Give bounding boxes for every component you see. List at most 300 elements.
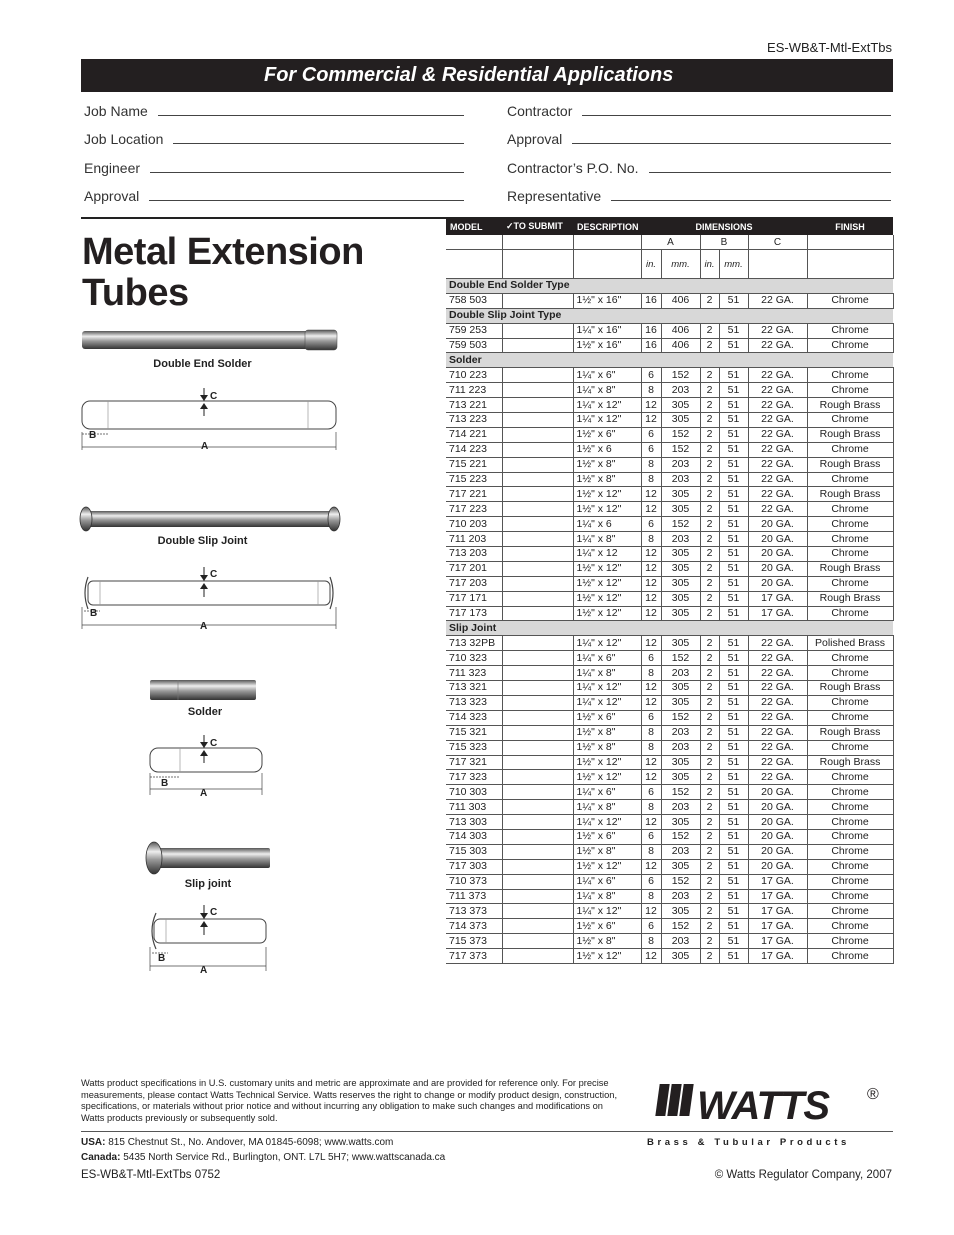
cell-description: 1½" x 12" (573, 576, 641, 591)
cell-model: 758 503 (446, 293, 502, 308)
cell-b-mm: 51 (719, 770, 748, 785)
cell-description: 1¼" x 8" (573, 666, 641, 681)
cell-gauge: 22 GA. (748, 368, 807, 383)
cell-gauge: 22 GA. (748, 710, 807, 725)
cell-a-mm: 305 (661, 487, 700, 502)
cell-model: 717 323 (446, 770, 502, 785)
field-label: Contractor’s P.O. No. (507, 160, 639, 176)
cell-model: 714 373 (446, 919, 502, 934)
submit-checkbox-cell[interactable] (502, 338, 573, 353)
cell-b-in: 2 (700, 710, 719, 725)
cell-a-in: 12 (641, 755, 661, 770)
watts-logo (645, 1080, 890, 1126)
cell-a-in: 8 (641, 740, 661, 755)
cell-a-in: 12 (641, 815, 661, 830)
cell-b-mm: 51 (719, 323, 748, 338)
cell-finish: Chrome (807, 859, 893, 874)
cell-description: 1½" x 6" (573, 829, 641, 844)
cell-model: 717 223 (446, 502, 502, 517)
cell-a-in: 8 (641, 472, 661, 487)
cell-finish: Chrome (807, 532, 893, 547)
cell-gauge: 22 GA. (748, 427, 807, 442)
spec-table (446, 218, 894, 964)
cell-b-mm: 51 (719, 829, 748, 844)
submit-checkbox-cell[interactable] (502, 561, 573, 576)
cell-a-mm: 152 (661, 710, 700, 725)
cell-model: 717 173 (446, 606, 502, 621)
application-banner (81, 59, 893, 92)
cell-finish: Chrome (807, 889, 893, 904)
cell-description: 1¼" x 12" (573, 398, 641, 413)
table-row (446, 576, 893, 591)
cell-description: 1½" x 12" (573, 487, 641, 502)
cell-finish: Rough Brass (807, 591, 893, 606)
field-label: Approval (84, 188, 140, 204)
cell-finish: Rough Brass (807, 561, 893, 576)
submit-checkbox-cell[interactable] (502, 815, 573, 830)
cell-b-in: 2 (700, 561, 719, 576)
cell-a-mm: 305 (661, 904, 700, 919)
cell-gauge: 22 GA. (748, 666, 807, 681)
cell-description: 1¼" x 12 (573, 547, 641, 562)
cell-b-mm: 51 (719, 666, 748, 681)
field-contractor[interactable] (507, 103, 891, 119)
cell-a-in: 8 (641, 666, 661, 681)
cell-b-in: 2 (700, 666, 719, 681)
table-row (446, 770, 893, 785)
section-title: Double Slip Joint Type (446, 308, 893, 323)
table-row (446, 815, 893, 830)
cell-finish: Chrome (807, 800, 893, 815)
cell-b-in: 2 (700, 919, 719, 934)
cell-a-mm: 203 (661, 725, 700, 740)
cell-b-mm: 51 (719, 695, 748, 710)
cell-a-in: 8 (641, 725, 661, 740)
cell-b-in: 2 (700, 755, 719, 770)
cell-a-mm: 305 (661, 561, 700, 576)
submit-checkbox-cell[interactable] (502, 413, 573, 428)
cell-gauge: 22 GA. (748, 338, 807, 353)
cell-b-mm: 51 (719, 815, 748, 830)
cell-b-mm: 51 (719, 785, 748, 800)
submit-checkbox-cell[interactable] (502, 859, 573, 874)
cell-finish: Chrome (807, 829, 893, 844)
cell-finish: Chrome (807, 517, 893, 532)
submit-checkbox-cell[interactable] (502, 398, 573, 413)
cell-gauge: 20 GA. (748, 844, 807, 859)
cell-b-in: 2 (700, 636, 719, 651)
cell-model: 713 223 (446, 413, 502, 428)
figure-caption: Double End Solder (153, 358, 252, 370)
field-job-location[interactable] (84, 131, 464, 147)
cell-model: 710 303 (446, 785, 502, 800)
cell-gauge: 22 GA. (748, 472, 807, 487)
table-row (446, 651, 893, 666)
cell-description: 1½" x 8" (573, 740, 641, 755)
submit-checkbox-cell[interactable] (502, 457, 573, 472)
submit-checkbox-cell[interactable] (502, 666, 573, 681)
cell-description: 1¼" x 16" (573, 323, 641, 338)
cell-gauge: 17 GA. (748, 919, 807, 934)
cell-gauge: 20 GA. (748, 829, 807, 844)
submit-checkbox-cell[interactable] (502, 472, 573, 487)
submit-checkbox-cell[interactable] (502, 427, 573, 442)
submit-checkbox-cell[interactable] (502, 606, 573, 621)
cell-model: 714 323 (446, 710, 502, 725)
cell-b-mm: 51 (719, 472, 748, 487)
cell-model: 713 32PB (446, 636, 502, 651)
field-engineer[interactable] (84, 160, 464, 176)
canada-label: Canada: (81, 1152, 121, 1163)
cell-a-in: 8 (641, 889, 661, 904)
cell-description: 1½" x 12" (573, 606, 641, 621)
cell-b-in: 2 (700, 413, 719, 428)
cell-gauge: 22 GA. (748, 740, 807, 755)
cell-b-in: 2 (700, 606, 719, 621)
submit-checkbox-cell[interactable] (502, 368, 573, 383)
table-row (446, 442, 893, 457)
cell-a-in: 6 (641, 785, 661, 800)
submit-checkbox-cell[interactable] (502, 904, 573, 919)
field-line (572, 143, 891, 144)
submit-checkbox-cell[interactable] (502, 740, 573, 755)
table-row (446, 949, 893, 964)
cell-finish: Chrome (807, 576, 893, 591)
cell-a-in: 6 (641, 829, 661, 844)
slip-joint-diagram (146, 903, 272, 975)
double-end-solder-diagram (78, 384, 342, 454)
cell-finish: Chrome (807, 293, 893, 308)
cell-description: 1½" x 16" (573, 293, 641, 308)
cell-b-mm: 51 (719, 636, 748, 651)
cell-a-in: 8 (641, 844, 661, 859)
cell-gauge: 22 GA. (748, 457, 807, 472)
cell-a-mm: 152 (661, 517, 700, 532)
field-label: Contractor (507, 103, 573, 119)
usa-label: USA: (81, 1137, 106, 1148)
submit-checkbox-cell[interactable] (502, 532, 573, 547)
cell-a-in: 16 (641, 338, 661, 353)
cell-a-in: 12 (641, 770, 661, 785)
cell-description: 1¼" x 12" (573, 636, 641, 651)
document-number: ES-WB&T-Mtl-ExtTbs 0752 (81, 1169, 221, 1181)
cell-finish: Chrome (807, 472, 893, 487)
submit-checkbox-cell[interactable] (502, 547, 573, 562)
table-row (446, 457, 893, 472)
cell-a-in: 12 (641, 547, 661, 562)
table-row (446, 398, 893, 413)
submit-checkbox-cell[interactable] (502, 502, 573, 517)
cell-description: 1¼" x 8" (573, 532, 641, 547)
submit-checkbox-cell[interactable] (502, 949, 573, 964)
submit-checkbox-cell[interactable] (502, 710, 573, 725)
cell-description: 1¼" x 6" (573, 368, 641, 383)
table-header-row (446, 218, 893, 235)
cell-b-mm: 51 (719, 934, 748, 949)
cell-a-in: 16 (641, 293, 661, 308)
cell-model: 713 321 (446, 681, 502, 696)
cell-description: 1¼" x 8" (573, 383, 641, 398)
unit-mm: mm. (661, 250, 700, 279)
cell-b-mm: 51 (719, 651, 748, 666)
cell-description: 1½" x 6" (573, 427, 641, 442)
cell-finish: Chrome (807, 413, 893, 428)
cell-a-in: 12 (641, 591, 661, 606)
cell-a-mm: 305 (661, 636, 700, 651)
cell-a-mm: 305 (661, 502, 700, 517)
submit-checkbox-cell[interactable] (502, 934, 573, 949)
field-approval[interactable] (84, 188, 464, 204)
cell-b-mm: 51 (719, 427, 748, 442)
cell-b-mm: 51 (719, 874, 748, 889)
submit-checkbox-cell[interactable] (502, 889, 573, 904)
submit-checkbox-cell[interactable] (502, 844, 573, 859)
cell-model: 710 203 (446, 517, 502, 532)
cell-b-in: 2 (700, 338, 719, 353)
section-title: Slip Joint (446, 621, 893, 636)
submit-checkbox-cell[interactable] (502, 770, 573, 785)
table-row (446, 725, 893, 740)
submit-checkbox-cell[interactable] (502, 517, 573, 532)
cell-a-mm: 152 (661, 829, 700, 844)
dim-a-label: A (200, 621, 208, 632)
submit-checkbox-cell[interactable] (502, 829, 573, 844)
cell-model: 711 373 (446, 889, 502, 904)
cell-b-mm: 51 (719, 383, 748, 398)
cell-description: 1¼" x 12" (573, 413, 641, 428)
field-representative[interactable] (507, 188, 891, 204)
submit-checkbox-cell[interactable] (502, 755, 573, 770)
cell-finish: Rough Brass (807, 725, 893, 740)
table-row (446, 800, 893, 815)
field-line (158, 115, 464, 116)
cell-b-mm: 51 (719, 725, 748, 740)
cell-description: 1¼" x 6 (573, 517, 641, 532)
slip-joint-photo (142, 840, 274, 878)
table-row (446, 710, 893, 725)
table-row (446, 547, 893, 562)
table-row (446, 517, 893, 532)
title-line-1: Metal Extension (82, 231, 364, 273)
cell-b-mm: 51 (719, 919, 748, 934)
cell-a-in: 16 (641, 323, 661, 338)
dim-c-label: C (210, 391, 218, 402)
cell-b-in: 2 (700, 889, 719, 904)
table-section-header (446, 279, 893, 294)
cell-model: 710 223 (446, 368, 502, 383)
table-row (446, 904, 893, 919)
header-submit: ✓TO SUBMIT (502, 218, 573, 235)
submit-checkbox-cell[interactable] (502, 725, 573, 740)
cell-a-mm: 152 (661, 427, 700, 442)
cell-b-mm: 51 (719, 606, 748, 621)
cell-model: 715 221 (446, 457, 502, 472)
cell-b-mm: 51 (719, 681, 748, 696)
cell-gauge: 20 GA. (748, 532, 807, 547)
cell-b-mm: 51 (719, 547, 748, 562)
cell-model: 759 253 (446, 323, 502, 338)
field-line (149, 200, 464, 201)
cell-a-mm: 305 (661, 695, 700, 710)
dim-a-col: A (641, 235, 700, 250)
cell-a-in: 12 (641, 695, 661, 710)
cell-finish: Rough Brass (807, 457, 893, 472)
cell-model: 711 323 (446, 666, 502, 681)
field-line (611, 200, 891, 201)
submit-checkbox-cell[interactable] (502, 442, 573, 457)
cell-gauge: 20 GA. (748, 517, 807, 532)
submit-checkbox-cell[interactable] (502, 651, 573, 666)
cell-a-in: 6 (641, 427, 661, 442)
submit-checkbox-cell[interactable] (502, 874, 573, 889)
table-row (446, 413, 893, 428)
cell-a-mm: 203 (661, 532, 700, 547)
cell-a-mm: 305 (661, 413, 700, 428)
cell-gauge: 22 GA. (748, 695, 807, 710)
submit-checkbox-cell[interactable] (502, 636, 573, 651)
cell-b-mm: 51 (719, 949, 748, 964)
cell-a-mm: 203 (661, 889, 700, 904)
cell-a-mm: 203 (661, 934, 700, 949)
cell-b-in: 2 (700, 785, 719, 800)
field-label: Representative (507, 188, 602, 204)
cell-description: 1½" x 8" (573, 457, 641, 472)
cell-b-in: 2 (700, 368, 719, 383)
cell-a-in: 8 (641, 532, 661, 547)
cell-a-mm: 305 (661, 755, 700, 770)
submit-checkbox-cell[interactable] (502, 323, 573, 338)
cell-finish: Chrome (807, 383, 893, 398)
cell-finish: Polished Brass (807, 636, 893, 651)
table-row (446, 785, 893, 800)
field-contractor-approval[interactable] (507, 131, 891, 147)
cell-finish: Chrome (807, 651, 893, 666)
usa-address-text: 815 Chestnut St., No. Andover, MA 01845-6098; www.watts.com (108, 1137, 394, 1148)
submit-checkbox-cell[interactable] (502, 919, 573, 934)
submit-checkbox-cell[interactable] (502, 576, 573, 591)
cell-a-in: 12 (641, 949, 661, 964)
cell-a-mm: 203 (661, 800, 700, 815)
cell-model: 717 321 (446, 755, 502, 770)
cell-model: 713 373 (446, 904, 502, 919)
cell-a-in: 12 (641, 606, 661, 621)
cell-b-mm: 51 (719, 576, 748, 591)
submit-checkbox-cell[interactable] (502, 681, 573, 696)
table-row (446, 919, 893, 934)
cell-model: 715 321 (446, 725, 502, 740)
cell-model: 710 373 (446, 874, 502, 889)
cell-description: 1¼" x 6" (573, 651, 641, 666)
cell-b-mm: 51 (719, 591, 748, 606)
cell-a-mm: 305 (661, 949, 700, 964)
cell-a-in: 6 (641, 517, 661, 532)
cell-a-mm: 406 (661, 338, 700, 353)
cell-b-mm: 51 (719, 293, 748, 308)
cell-model: 713 203 (446, 547, 502, 562)
cell-a-mm: 203 (661, 740, 700, 755)
cell-gauge: 22 GA. (748, 651, 807, 666)
table-row (446, 472, 893, 487)
cell-a-in: 8 (641, 457, 661, 472)
unit-in: in. (700, 250, 719, 279)
submit-checkbox-cell[interactable] (502, 487, 573, 502)
table-row (446, 591, 893, 606)
cell-description: 1½" x 12" (573, 502, 641, 517)
cell-b-mm: 51 (719, 740, 748, 755)
cell-description: 1½" x 6" (573, 919, 641, 934)
cell-description: 1½" x 12" (573, 949, 641, 964)
table-row (446, 859, 893, 874)
dim-c-label: C (210, 907, 218, 918)
cell-description: 1¼" x 12" (573, 904, 641, 919)
cell-model: 710 323 (446, 651, 502, 666)
field-label: Engineer (84, 160, 141, 176)
cell-b-mm: 51 (719, 413, 748, 428)
cell-a-mm: 305 (661, 815, 700, 830)
submit-checkbox-cell[interactable] (502, 383, 573, 398)
cell-b-in: 2 (700, 427, 719, 442)
cell-gauge: 17 GA. (748, 934, 807, 949)
table-row (446, 636, 893, 651)
cell-b-in: 2 (700, 949, 719, 964)
brand-name: WATTS (697, 1084, 830, 1126)
field-contractor-po[interactable] (507, 160, 891, 176)
submit-checkbox-cell[interactable] (502, 695, 573, 710)
cell-finish: Chrome (807, 949, 893, 964)
cell-finish: Chrome (807, 785, 893, 800)
cell-description: 1½" x 12" (573, 859, 641, 874)
cell-a-in: 12 (641, 502, 661, 517)
cell-b-mm: 51 (719, 502, 748, 517)
cell-b-mm: 51 (719, 755, 748, 770)
dim-c-label: C (210, 738, 218, 749)
cell-finish: Chrome (807, 442, 893, 457)
cell-description: 1¼" x 8" (573, 889, 641, 904)
cell-model: 714 303 (446, 829, 502, 844)
cell-b-mm: 51 (719, 561, 748, 576)
cell-a-in: 12 (641, 398, 661, 413)
cell-model: 717 373 (446, 949, 502, 964)
double-slip-joint-diagram (78, 563, 342, 633)
cell-model: 715 373 (446, 934, 502, 949)
title-line-2: Tubes (82, 272, 189, 314)
cell-finish: Chrome (807, 368, 893, 383)
cell-model: 717 201 (446, 561, 502, 576)
cell-gauge: 22 GA. (748, 323, 807, 338)
cell-b-in: 2 (700, 904, 719, 919)
submit-checkbox-cell[interactable] (502, 800, 573, 815)
cell-gauge: 17 GA. (748, 591, 807, 606)
field-line (649, 172, 891, 173)
cell-model: 717 171 (446, 591, 502, 606)
cell-gauge: 22 GA. (748, 398, 807, 413)
submit-checkbox-cell[interactable] (502, 785, 573, 800)
copyright: © Watts Regulator Company, 2007 (714, 1169, 892, 1181)
cell-description: 1½" x 6" (573, 710, 641, 725)
cell-a-in: 6 (641, 651, 661, 666)
submit-checkbox-cell[interactable] (502, 293, 573, 308)
dim-a-label: A (200, 965, 208, 975)
solder-diagram (146, 733, 268, 799)
cell-a-in: 12 (641, 681, 661, 696)
cell-b-in: 2 (700, 576, 719, 591)
table-row (446, 427, 893, 442)
table-row (446, 829, 893, 844)
cell-finish: Chrome (807, 934, 893, 949)
cell-model: 717 221 (446, 487, 502, 502)
field-job-name[interactable] (84, 103, 464, 119)
submit-checkbox-cell[interactable] (502, 591, 573, 606)
